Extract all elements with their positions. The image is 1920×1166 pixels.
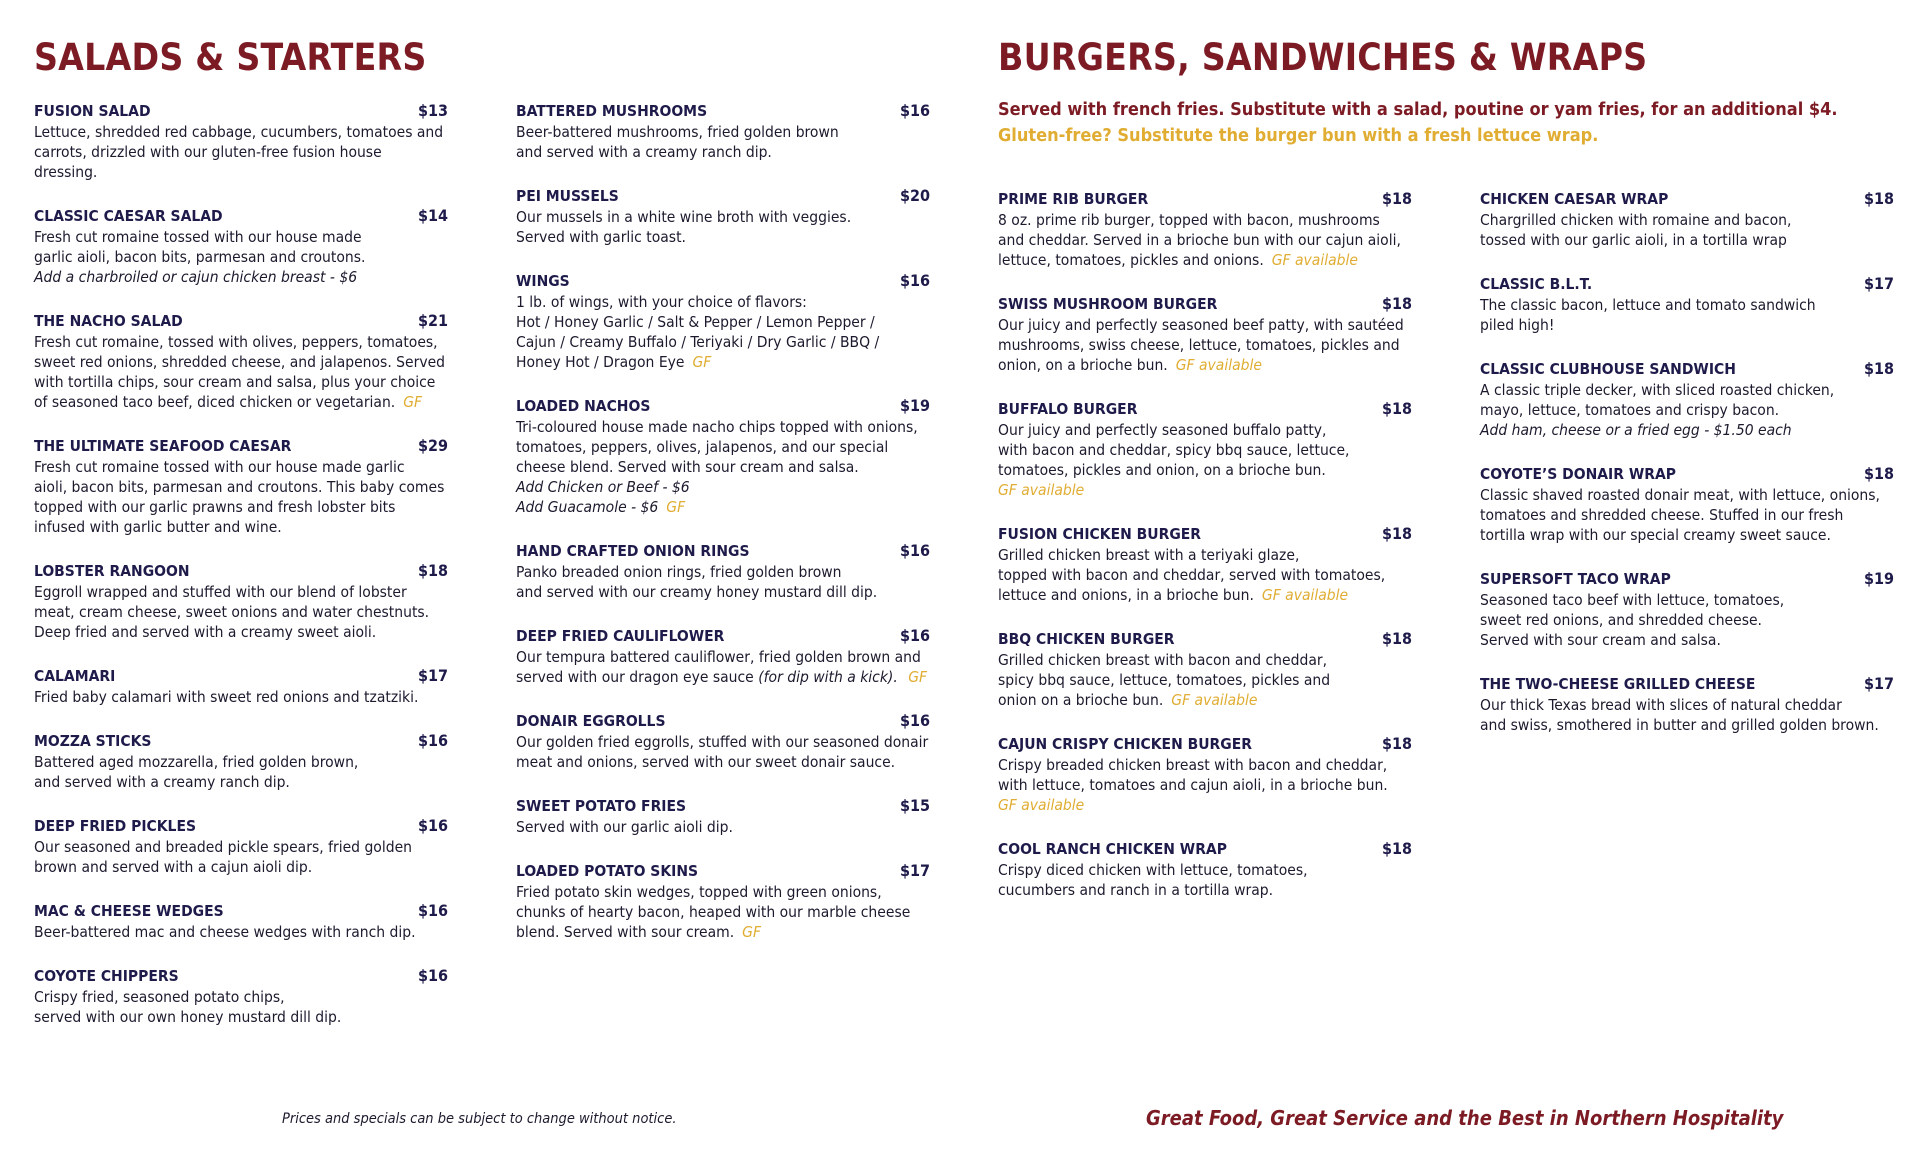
menu-item-header xyxy=(516,185,930,207)
menu-item-price: $17 xyxy=(1863,274,1894,293)
menu-item-price: $16 xyxy=(899,626,930,645)
menu-item-name: THE TWO-CHEESE GRILLED CHEESE xyxy=(1480,675,1756,693)
menu-item-price: $16 xyxy=(899,271,930,290)
description-line: and served with our creamy honey mustard dill dip. xyxy=(516,583,878,601)
description-line: Seasoned taco beef with lettuce, tomatoes, xyxy=(1480,591,1785,609)
description-addon xyxy=(34,267,448,287)
menu-item xyxy=(34,900,448,942)
menu-item-price: $18 xyxy=(1381,734,1412,753)
description-line: Beer-battered mac and cheese wedges with ranch dip. xyxy=(34,923,416,941)
menu-item-price: $29 xyxy=(417,436,448,455)
description-line: 8 oz. prime rib burger, topped with bacon, mushrooms xyxy=(998,211,1380,229)
description-line: tomatoes, pickles and onion, on a brioche bun. xyxy=(998,461,1326,479)
menu-item-price: $18 xyxy=(1381,189,1412,208)
menu-item xyxy=(1480,358,1894,440)
description-line: Fresh cut romaine tossed with our house made garlic xyxy=(34,458,405,476)
menu-item-name: CAJUN CRISPY CHICKEN BURGER xyxy=(998,735,1252,753)
gf-badge: GF available xyxy=(1171,691,1258,709)
menu-item-price: $16 xyxy=(417,731,448,750)
section-title-burgers-sandwiches-wraps: BURGERS, SANDWICHES & WRAPS xyxy=(998,36,1648,79)
description-line: Crispy breaded chicken breast with bacon and cheddar, xyxy=(998,756,1388,774)
menu-item-description xyxy=(1480,210,1894,250)
menu-item-name: DEEP FRIED CAULIFLOWER xyxy=(516,627,725,645)
menu-item-name: LOBSTER RANGOON xyxy=(34,562,190,580)
menu-item-header xyxy=(34,435,448,457)
menu-item-header xyxy=(998,628,1412,650)
menu-item xyxy=(34,815,448,877)
menu-item-price: $18 xyxy=(1863,189,1894,208)
menu-item xyxy=(516,860,930,942)
description-line: Grilled chicken breast with a teriyaki glaze, xyxy=(998,546,1300,564)
menu-item-header xyxy=(998,523,1412,545)
menu-item-price: $16 xyxy=(899,541,930,560)
intro-substitution-note: Served with french fries. Substitute with a salad, poutine or yam fries, for an additional $4. xyxy=(998,99,1838,120)
menu-item-price: $16 xyxy=(899,711,930,730)
gf-badge: GF xyxy=(908,668,928,686)
menu-item xyxy=(516,100,930,162)
menu-item-description xyxy=(998,420,1412,500)
description-line: lettuce, tomatoes, pickles and onions. GF available xyxy=(998,251,1358,269)
menu-item-name: BBQ CHICKEN BURGER xyxy=(998,630,1175,648)
menu-item-description xyxy=(998,315,1412,375)
menu-item xyxy=(998,293,1412,375)
menu-item-description xyxy=(516,122,930,162)
description-line: Crispy diced chicken with lettuce, tomatoes, xyxy=(998,861,1308,879)
menu-item xyxy=(998,733,1412,815)
description-line: Fresh cut romaine, tossed with olives, peppers, tomatoes, xyxy=(34,333,438,351)
menu-item-price: $18 xyxy=(1381,524,1412,543)
menu-item-header xyxy=(516,395,930,417)
menu-item xyxy=(34,665,448,707)
tagline: Great Food, Great Service and the Best in Northern Hospitality xyxy=(1146,1106,1784,1130)
menu-item-description xyxy=(998,650,1412,710)
menu-item-price: $18 xyxy=(1863,464,1894,483)
menu-item-name: SWISS MUSHROOM BURGER xyxy=(998,295,1218,313)
description-line: Hot / Honey Garlic / Salt & Pepper / Lemon Pepper / xyxy=(516,313,875,331)
menu-item-header xyxy=(516,795,930,817)
description-line: Classic shaved roasted donair meat, with lettuce, onions, xyxy=(1480,486,1880,504)
description-line: Our golden fried eggrolls, stuffed with our seasoned donair xyxy=(516,733,929,751)
addon-option: Add Chicken or Beef - $6 xyxy=(516,478,690,496)
description-tail: served with our dragon eye sauce xyxy=(516,668,754,686)
menu-item-description xyxy=(34,332,448,412)
description-line: The classic bacon, lettuce and tomato sandwich xyxy=(1480,296,1816,314)
menu-item-name: BUFFALO BURGER xyxy=(998,400,1138,418)
menu-item xyxy=(998,523,1412,605)
menu-item-description xyxy=(516,882,930,942)
description-line: spicy bbq sauce, lettuce, tomatoes, pickles and xyxy=(998,671,1331,689)
menu-item-name: CLASSIC CLUBHOUSE SANDWICH xyxy=(1480,360,1736,378)
description-line: with bacon and cheddar, spicy bbq sauce, lettuce, xyxy=(998,441,1350,459)
menu-item-header xyxy=(516,625,930,647)
menu-item-header xyxy=(998,733,1412,755)
description-line: blend. Served with sour cream. GF xyxy=(516,923,761,941)
description-line: with lettuce, tomatoes and cajun aioli, in a brioche bun. xyxy=(998,776,1388,794)
addon-option: Add ham, cheese or a fried egg - $1.50 each xyxy=(1480,421,1792,439)
description-line: garlic aioli, bacon bits, parmesan and croutons. xyxy=(34,248,366,266)
menu-item-header xyxy=(34,665,448,687)
menu-item-name: SUPERSOFT TACO WRAP xyxy=(1480,570,1671,588)
menu-item-header xyxy=(998,188,1412,210)
description-addon xyxy=(1480,420,1894,440)
intro-gluten-free-note: Gluten-free? Substitute the burger bun with a fresh lettuce wrap. xyxy=(998,125,1599,146)
menu-item xyxy=(516,395,930,517)
menu-item-name: CLASSIC CAESAR SALAD xyxy=(34,207,223,225)
description-line: cheese blend. Served with sour cream and salsa. xyxy=(516,458,859,476)
description-line: carrots, drizzled with our gluten-free fusion house dressing. xyxy=(34,143,382,181)
menu-item-description xyxy=(34,227,448,287)
description-line: tossed with our garlic aioli, in a tortilla wrap xyxy=(1480,231,1787,249)
description-line: onion on a brioche bun. GF available xyxy=(998,691,1258,709)
menu-item-description xyxy=(516,292,930,372)
menu-item-header xyxy=(34,100,448,122)
menu-item-header xyxy=(34,900,448,922)
description-line: Chargrilled chicken with romaine and bacon, xyxy=(1480,211,1792,229)
menu-item-header xyxy=(34,205,448,227)
description-line: piled high! xyxy=(1480,316,1555,334)
menu-item-price: $14 xyxy=(417,206,448,225)
description-line: Our juicy and perfectly seasoned beef patty, with sautéed xyxy=(998,316,1404,334)
menu-item-description xyxy=(1480,295,1894,335)
menu-item xyxy=(34,730,448,792)
description-line: Lettuce, shredded red cabbage, cucumbers, tomatoes and xyxy=(34,123,444,141)
menu-item-price: $21 xyxy=(417,311,448,330)
description-line: 1 lb. of wings, with your choice of flavors: xyxy=(516,293,807,311)
menu-item-price: $18 xyxy=(1863,359,1894,378)
menu-item xyxy=(516,540,930,602)
menu-item-price: $19 xyxy=(1863,569,1894,588)
menu-item-price: $18 xyxy=(417,561,448,580)
burgers-intro xyxy=(998,97,1898,149)
menu-item-description xyxy=(1480,695,1894,735)
menu-item-description xyxy=(998,545,1412,605)
description-line: tortilla wrap with our special creamy sweet sauce. xyxy=(1480,526,1831,544)
menu-item-description xyxy=(1480,380,1894,440)
menu-item-name: DONAIR EGGROLLS xyxy=(516,712,666,730)
gf-badge: GF xyxy=(403,393,423,411)
description-line: lettuce and onions, in a brioche bun. GF available xyxy=(998,586,1349,604)
description-addon xyxy=(516,477,930,517)
description-line: Served with our garlic aioli dip. xyxy=(516,818,733,836)
menu-item-name: COYOTE’S DONAIR WRAP xyxy=(1480,465,1676,483)
description-line: Our thick Texas bread with slices of natural cheddar xyxy=(1480,696,1842,714)
menu-item-price: $17 xyxy=(1863,674,1894,693)
description-line: mushrooms, swiss cheese, lettuce, tomatoes, pickles and xyxy=(998,336,1400,354)
description-line: Panko breaded onion rings, fried golden brown xyxy=(516,563,842,581)
menu-item-price: $19 xyxy=(899,396,930,415)
description-line: Battered aged mozzarella, fried golden brown, xyxy=(34,753,359,771)
menu-item-name: CALAMARI xyxy=(34,667,116,685)
description-line: brown and served with a cajun aioli dip. xyxy=(34,858,313,876)
menu-item-price: $17 xyxy=(899,861,930,880)
menu-item-header xyxy=(516,270,930,292)
menu-item xyxy=(34,205,448,287)
description-line: tomatoes, peppers, olives, jalapenos, and our special xyxy=(516,438,889,456)
menu-item-price: $16 xyxy=(417,901,448,920)
menu-item xyxy=(1480,188,1894,250)
gf-badge: GF xyxy=(666,498,686,516)
description-line: A classic triple decker, with sliced roasted chicken, xyxy=(1480,381,1835,399)
gf-badge: GF xyxy=(742,923,761,941)
description-line: sweet red onions, shredded cheese, and jalapenos. Served xyxy=(34,353,446,371)
menu-item xyxy=(516,185,930,247)
description-line: tomatoes and shredded cheese. Stuffed in our fresh xyxy=(1480,506,1844,524)
menu-item xyxy=(998,398,1412,500)
menu-item-name: MOZZA STICKS xyxy=(34,732,152,750)
description-line: and cheddar. Served in a brioche bun with our cajun aioli, xyxy=(998,231,1401,249)
menu-item-description xyxy=(34,987,448,1027)
menu-item-name: LOADED POTATO SKINS xyxy=(516,862,699,880)
menu-item-description xyxy=(34,457,448,537)
menu-item-description xyxy=(516,417,930,517)
menu-item xyxy=(1480,273,1894,335)
menu-item-name: THE NACHO SALAD xyxy=(34,312,183,330)
description-line: topped with bacon and cheddar, served with tomatoes, xyxy=(998,566,1386,584)
menu-item xyxy=(34,560,448,642)
menu-item-header xyxy=(998,293,1412,315)
description-line: topped with our garlic prawns and fresh lobster bits xyxy=(34,498,396,516)
menu-item-header xyxy=(1480,188,1894,210)
menu-item-header xyxy=(998,398,1412,420)
description-line: onion, on a brioche bun. GF available xyxy=(998,356,1262,374)
description-line xyxy=(516,667,930,687)
description-line: Deep fried and served with a creamy sweet aioli. xyxy=(34,623,377,641)
menu-item-price: $16 xyxy=(899,101,930,120)
menu-item-name: THE ULTIMATE SEAFOOD CAESAR xyxy=(34,437,292,455)
menu-item-description xyxy=(998,210,1412,270)
menu-item-description xyxy=(34,752,448,792)
menu-item-description xyxy=(34,122,448,182)
menu-item xyxy=(998,188,1412,270)
addon-option: Add Guacamole - $6 xyxy=(516,498,659,516)
menu-item-name: DEEP FRIED PICKLES xyxy=(34,817,197,835)
menu-item xyxy=(516,270,930,372)
menu-item-name: FUSION CHICKEN BURGER xyxy=(998,525,1202,543)
menu-item-price: $18 xyxy=(1381,294,1412,313)
menu-item-description xyxy=(516,817,930,837)
menu-item xyxy=(516,625,930,687)
menu-item-header xyxy=(1480,568,1894,590)
section-title-salads-starters: SALADS & STARTERS xyxy=(34,36,427,79)
gf-badge: GF available xyxy=(998,481,1085,499)
price-change-note: Prices and specials can be subject to change without notice. xyxy=(282,1111,677,1127)
gf-badge: GF available xyxy=(998,796,1085,814)
menu-item-header xyxy=(516,860,930,882)
gf-badge: GF available xyxy=(1261,586,1349,604)
menu-item xyxy=(34,965,448,1027)
menu-item-description xyxy=(516,207,930,247)
menu-item xyxy=(1480,568,1894,650)
menu-item xyxy=(34,100,448,182)
menu-item-description xyxy=(34,687,448,707)
description-line: Tri-coloured house made nacho chips topped with onions, xyxy=(516,418,918,436)
description-line: Served with sour cream and salsa. xyxy=(1480,631,1721,649)
menu-item-description xyxy=(1480,485,1894,545)
menu-item-name: CLASSIC B.L.T. xyxy=(1480,275,1593,293)
menu-item-price: $18 xyxy=(1381,629,1412,648)
gf-badge: GF available xyxy=(1175,356,1262,374)
menu-item-header xyxy=(34,965,448,987)
description-line: Grilled chicken breast with bacon and cheddar, xyxy=(998,651,1328,669)
menu-item xyxy=(34,435,448,537)
menu-item xyxy=(998,628,1412,710)
gf-badge: GF available xyxy=(1271,251,1358,269)
menu-item-header xyxy=(1480,358,1894,380)
menu-item-name: BATTERED MUSHROOMS xyxy=(516,102,708,120)
description-line: of seasoned taco beef, diced chicken or vegetarian. GF xyxy=(34,393,423,411)
description-line: meat, cream cheese, sweet onions and water chestnuts. xyxy=(34,603,430,621)
menu-item-description xyxy=(998,755,1412,815)
description-line: and served with a creamy ranch dip. xyxy=(516,143,772,161)
menu-item-header xyxy=(516,100,930,122)
menu-item-name: LOADED NACHOS xyxy=(516,397,651,415)
menu-item-header xyxy=(1480,673,1894,695)
description-line: cucumbers and ranch in a tortilla wrap. xyxy=(998,881,1274,899)
menu-item-name: COOL RANCH CHICKEN WRAP xyxy=(998,840,1227,858)
description-line: Eggroll wrapped and stuffed with our blend of lobster xyxy=(34,583,407,601)
menu-item-price: $18 xyxy=(1381,839,1412,858)
description-line: chunks of hearty bacon, heaped with our marble cheese xyxy=(516,903,911,921)
menu-item-name: COYOTE CHIPPERS xyxy=(34,967,179,985)
description-line: and served with a creamy ranch dip. xyxy=(34,773,290,791)
description-line: Honey Hot / Dragon Eye GF xyxy=(516,353,712,371)
menu-column-2 xyxy=(516,100,930,965)
description-line: Beer-battered mushrooms, fried golden brown xyxy=(516,123,839,141)
menu-item xyxy=(1480,673,1894,735)
description-line: Fresh cut romaine tossed with our house made xyxy=(34,228,362,246)
menu-item-header xyxy=(516,710,930,732)
menu-item-description xyxy=(34,837,448,877)
menu-column-1 xyxy=(34,100,448,1050)
description-tail-italic: (for dip with a kick). xyxy=(758,668,898,686)
description-line: Our tempura battered cauliflower, fried golden brown and xyxy=(516,648,921,666)
menu-item xyxy=(34,310,448,412)
menu-item xyxy=(998,838,1412,900)
menu-item-header xyxy=(516,540,930,562)
description-line: Served with garlic toast. xyxy=(516,228,686,246)
gf-badge: GF xyxy=(692,353,712,371)
menu-item-description xyxy=(34,922,448,942)
menu-item-name: PRIME RIB BURGER xyxy=(998,190,1149,208)
description-line: Fried potato skin wedges, topped with green onions, xyxy=(516,883,882,901)
menu-item-price: $13 xyxy=(417,101,448,120)
description-line: mayo, lettuce, tomatoes and crispy bacon. xyxy=(1480,401,1780,419)
menu-item-price: $16 xyxy=(417,816,448,835)
description-line: and swiss, smothered in butter and grilled golden brown. xyxy=(1480,716,1879,734)
menu-item-description xyxy=(1480,590,1894,650)
menu-item-header xyxy=(1480,273,1894,295)
menu-item-header xyxy=(998,838,1412,860)
menu-item-price: $16 xyxy=(417,966,448,985)
menu-item-name: CHICKEN CAESAR WRAP xyxy=(1480,190,1669,208)
description-line: meat and onions, served with our sweet donair sauce. xyxy=(516,753,896,771)
menu-item xyxy=(516,710,930,772)
menu-item-description xyxy=(516,732,930,772)
menu-item xyxy=(516,795,930,837)
menu-item-description xyxy=(34,582,448,642)
menu-item-price: $20 xyxy=(899,186,930,205)
description-line: Crispy fried, seasoned potato chips, xyxy=(34,988,285,1006)
menu-item-name: PEI MUSSELS xyxy=(516,187,619,205)
description-line: Cajun / Creamy Buffalo / Teriyaki / Dry Garlic / BBQ / xyxy=(516,333,880,351)
menu-item-header xyxy=(34,310,448,332)
addon-option: Add a charbroiled or cajun chicken breast - $6 xyxy=(34,268,358,286)
description-line: sweet red onions, and shredded cheese. xyxy=(1480,611,1762,629)
menu-item-description xyxy=(516,562,930,602)
menu-column-3 xyxy=(998,188,1412,923)
menu-item-price: $17 xyxy=(417,666,448,685)
description-line: served with our own honey mustard dill dip. xyxy=(34,1008,342,1026)
description-line: Our seasoned and breaded pickle spears, fried golden xyxy=(34,838,412,856)
menu-item xyxy=(1480,463,1894,545)
description-line: Fried baby calamari with sweet red onions and tzatziki. xyxy=(34,688,419,706)
menu-item-header xyxy=(34,730,448,752)
menu-item-name: SWEET POTATO FRIES xyxy=(516,797,687,815)
menu-item-name: MAC & CHEESE WEDGES xyxy=(34,902,224,920)
menu-item-header xyxy=(34,560,448,582)
description-line: Our juicy and perfectly seasoned buffalo patty, xyxy=(998,421,1327,439)
description-line: with tortilla chips, sour cream and salsa, plus your choice xyxy=(34,373,436,391)
menu-item-name: WINGS xyxy=(516,272,570,290)
menu-column-4 xyxy=(1480,188,1894,758)
menu-item-price: $15 xyxy=(899,796,930,815)
menu-item-name: HAND CRAFTED ONION RINGS xyxy=(516,542,750,560)
menu-item-header xyxy=(34,815,448,837)
menu-item-price: $18 xyxy=(1381,399,1412,418)
menu-item-description xyxy=(516,647,930,687)
description-line: aioli, bacon bits, parmesan and croutons. This baby comes xyxy=(34,478,445,496)
menu-item-description xyxy=(998,860,1412,900)
description-line: Our mussels in a white wine broth with veggies. xyxy=(516,208,852,226)
menu-item-name: FUSION SALAD xyxy=(34,102,151,120)
menu-item-header xyxy=(1480,463,1894,485)
description-line: infused with garlic butter and wine. xyxy=(34,518,282,536)
